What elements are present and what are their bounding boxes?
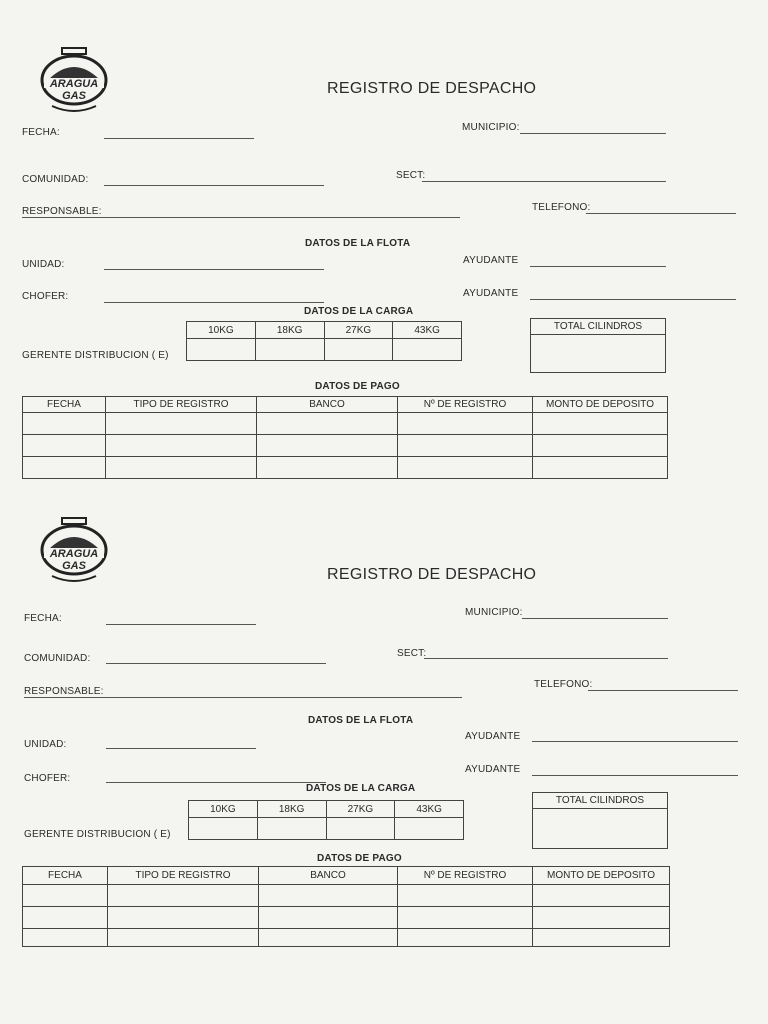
pago-title: DATOS DE PAGO: [317, 853, 402, 864]
ayudante-field-1[interactable]: [532, 741, 738, 742]
pago-col-fecha: FECHA: [23, 397, 106, 413]
pago-col-registro: Nº DE REGISTRO: [398, 397, 533, 413]
pago-cell[interactable]: [533, 907, 670, 929]
carga-title: DATOS DE LA CARGA: [306, 783, 416, 794]
fecha-label: FECHA:: [24, 613, 62, 624]
pago-cell[interactable]: [23, 907, 108, 929]
pago-cell[interactable]: [398, 929, 533, 947]
carga-col-43kg: 43KG: [393, 322, 462, 339]
telefono-field[interactable]: [588, 690, 738, 691]
carga-cell[interactable]: [395, 818, 464, 840]
pago-col-fecha: FECHA: [23, 867, 108, 885]
gerente-label: GERENTE DISTRIBUCION ( E): [22, 350, 169, 361]
carga-col-18kg: 18KG: [257, 801, 326, 818]
pago-table: [22, 866, 670, 947]
carga-cell[interactable]: [189, 818, 258, 840]
ayudante-label-2: AYUDANTE: [463, 288, 519, 299]
unidad-label: UNIDAD:: [24, 739, 67, 750]
ayudante-label-1: AYUDANTE: [465, 731, 521, 742]
comunidad-field[interactable]: [106, 663, 326, 664]
pago-cell[interactable]: [398, 885, 533, 907]
sect-label: SECT:: [396, 170, 426, 181]
chofer-label: CHOFER:: [24, 773, 71, 784]
chofer-field[interactable]: [106, 782, 326, 783]
unidad-field[interactable]: [106, 748, 256, 749]
pago-cell[interactable]: [398, 907, 533, 929]
responsable-label: RESPONSABLE:: [24, 686, 104, 697]
ayudante-label-2: AYUDANTE: [465, 764, 521, 775]
total-cilindros-box: [532, 792, 668, 849]
fecha-field[interactable]: [106, 624, 256, 625]
unidad-label: UNIDAD:: [22, 259, 65, 270]
pago-col-banco: BANCO: [257, 397, 398, 413]
logo-text: ARAGUA GAS: [49, 548, 99, 572]
pago-cell[interactable]: [533, 885, 670, 907]
pago-title: DATOS DE PAGO: [315, 381, 400, 392]
pago-cell[interactable]: [533, 929, 670, 947]
logo-text: ARAGUA GAS: [49, 78, 99, 102]
gerente-label: GERENTE DISTRIBUCION ( E): [24, 829, 171, 840]
carga-col-18kg: 18KG: [255, 322, 324, 339]
carga-col-43kg: 43KG: [395, 801, 464, 818]
ayudante-field-2[interactable]: [532, 775, 738, 776]
form-title: REGISTRO DE DESPACHO: [327, 566, 537, 583]
pago-col-tipo: TIPO DE REGISTRO: [108, 867, 259, 885]
pago-cell[interactable]: [259, 907, 398, 929]
pago-col-registro: Nº DE REGISTRO: [398, 867, 533, 885]
chofer-label: CHOFER:: [22, 291, 69, 302]
ayudante-label-1: AYUDANTE: [463, 255, 519, 266]
total-cilindros-cell[interactable]: [533, 809, 668, 849]
municipio-label: MUNICIPIO:: [465, 607, 523, 618]
carga-col-27kg: 27KG: [326, 801, 395, 818]
sect-label: SECT:: [397, 648, 427, 659]
fecha-label: FECHA:: [22, 127, 60, 138]
carga-col-10kg: 10KG: [187, 322, 256, 339]
telefono-label: TELEFONO:: [534, 679, 593, 690]
pago-cell[interactable]: [23, 885, 108, 907]
pago-cell[interactable]: [23, 929, 108, 947]
carga-col-10kg: 10KG: [189, 801, 258, 818]
pago-cell[interactable]: [259, 929, 398, 947]
total-cilindros-label: TOTAL CILINDROS: [531, 319, 666, 335]
pago-col-monto: MONTO DE DEPOSITO: [533, 867, 670, 885]
pago-cell[interactable]: [108, 929, 259, 947]
total-cilindros-label: TOTAL CILINDROS: [533, 793, 668, 809]
form-title: REGISTRO DE DESPACHO: [327, 80, 537, 97]
carga-cell[interactable]: [257, 818, 326, 840]
carga-col-27kg: 27KG: [324, 322, 393, 339]
municipio-label: MUNICIPIO:: [462, 122, 520, 133]
carga-title: DATOS DE LA CARGA: [304, 306, 414, 317]
pago-cell[interactable]: [108, 907, 259, 929]
pago-col-tipo: TIPO DE REGISTRO: [106, 397, 257, 413]
pago-col-banco: BANCO: [259, 867, 398, 885]
sect-field[interactable]: [424, 658, 668, 659]
carga-cell[interactable]: [326, 818, 395, 840]
carga-table: [188, 800, 464, 840]
municipio-field[interactable]: [522, 618, 668, 619]
flota-title: DATOS DE LA FLOTA: [305, 238, 411, 249]
flota-title: DATOS DE LA FLOTA: [308, 715, 414, 726]
responsable-label: RESPONSABLE:: [22, 206, 102, 217]
pago-cell[interactable]: [259, 885, 398, 907]
comunidad-label: COMUNIDAD:: [24, 653, 91, 664]
pago-cell[interactable]: [108, 885, 259, 907]
pago-col-monto: MONTO DE DEPOSITO: [533, 397, 668, 413]
comunidad-label: COMUNIDAD:: [22, 174, 89, 185]
telefono-label: TELEFONO:: [532, 202, 591, 213]
responsable-field[interactable]: [24, 697, 462, 698]
